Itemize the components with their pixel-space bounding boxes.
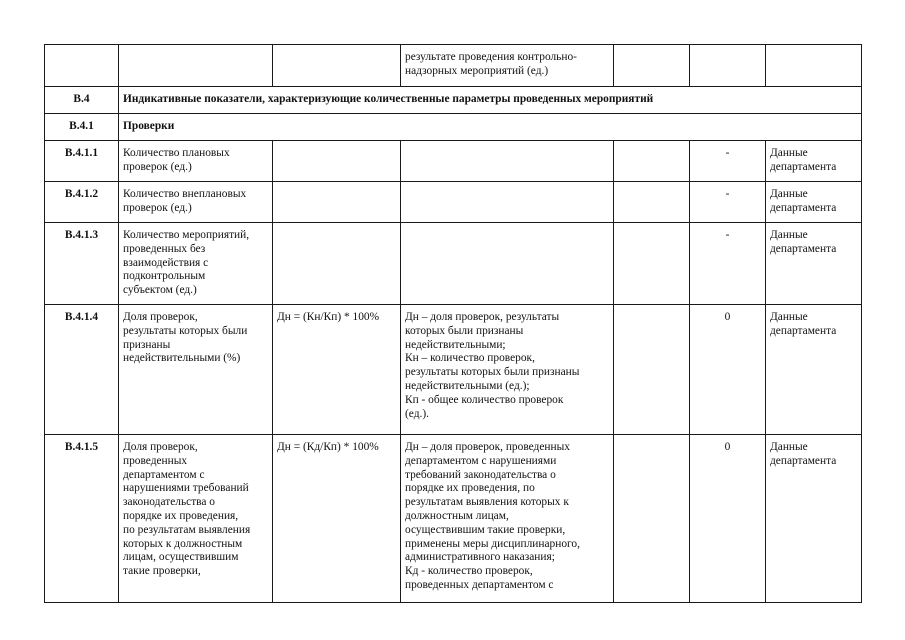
table-row: [45, 223, 862, 305]
row-formula: [273, 182, 401, 223]
row-value: -: [690, 182, 766, 223]
row-code: В.4.1.2: [45, 182, 119, 223]
row-code: В.4.1.5: [45, 435, 119, 603]
row-formula: Дн = (Кн/Кп) * 100%: [273, 305, 401, 435]
section-code: В.4: [45, 87, 119, 114]
row-formula: [273, 223, 401, 305]
row-source-text: Данные департамента: [770, 229, 837, 255]
table-row: [45, 305, 862, 435]
row-definition: [401, 141, 614, 182]
row-source: [766, 182, 862, 223]
row-definition: [401, 223, 614, 305]
table-row-continuation: [45, 45, 862, 87]
row-source-text: Данные департамента: [770, 147, 837, 173]
row-name: [119, 305, 273, 435]
row-code: В.4.1.3: [45, 223, 119, 305]
row-value: 0: [690, 435, 766, 603]
row-extra: [614, 435, 690, 603]
row-source: [766, 223, 862, 305]
row-source-text: Данные департамента: [770, 188, 837, 214]
section-row: [45, 114, 862, 141]
section-row: [45, 87, 862, 114]
cell-name: [119, 45, 273, 87]
row-definition: [401, 305, 614, 435]
row-extra: [614, 182, 690, 223]
row-source: [766, 141, 862, 182]
row-extra: [614, 141, 690, 182]
row-name-text: Доля проверок, проведенных департаментом с нарушениями требований законодательства о порядке их проведения, по результатам выявления которых к должностным лицам, осуществившим такие проверки,: [123, 441, 251, 578]
row-name: [119, 182, 273, 223]
row-formula: Дн = (Кд/Кп) * 100%: [273, 435, 401, 603]
table-row: [45, 141, 862, 182]
continuation-definition: результате проведения контрольно- надзорных мероприятий (ед.): [405, 51, 577, 77]
row-extra: [614, 305, 690, 435]
row-name-text: Количество внеплановых проверок (ед.): [123, 188, 247, 214]
row-name: [119, 223, 273, 305]
cell-definition: [401, 45, 614, 87]
cell-code: [45, 45, 119, 87]
indicators-table: [44, 44, 862, 603]
cell-source: [766, 45, 862, 87]
row-name: [119, 435, 273, 603]
row-name-text: Количество плановых проверок (ед.): [123, 147, 230, 173]
row-source-text: Данные департамента: [770, 441, 837, 467]
row-value: 0: [690, 305, 766, 435]
cell-value: [690, 45, 766, 87]
row-value: -: [690, 223, 766, 305]
section-code: В.4.1: [45, 114, 119, 141]
row-name: [119, 141, 273, 182]
row-definition: [401, 182, 614, 223]
row-name-text: Количество мероприятий, проведенных без взаимодействия с подконтрольным субъектом (ед.): [123, 229, 250, 297]
row-source: [766, 435, 862, 603]
cell-extra: [614, 45, 690, 87]
row-code: В.4.1.1: [45, 141, 119, 182]
row-definition: [401, 435, 614, 603]
row-name-text: Доля проверок, результаты которых были признаны недействительными (%): [123, 311, 248, 365]
row-definition-text: Дн – доля проверок, результаты которых были признаны недействительными; Кн – количество проверок, результаты которых были признаны недействительными (ед.); Кп - общее количество проверок (ед.).: [405, 311, 580, 420]
table-row: [45, 182, 862, 223]
row-extra: [614, 223, 690, 305]
row-formula: [273, 141, 401, 182]
row-definition-text: Дн – доля проверок, проведенных департаментом с нарушениями требований законодательства о порядке их проведения, по результатам выявления которых к должностным лицам, осуществившим такие проверки, применены меры дисциплинарного, административного наказания; Кд - количество проверок, проведенных департаментом с: [405, 441, 580, 591]
cell-formula: [273, 45, 401, 87]
section-title: Проверки: [119, 114, 862, 141]
table-row: [45, 435, 862, 603]
row-value: -: [690, 141, 766, 182]
section-title: Индикативные показатели, характеризующие количественные параметры проведенных мероприятий: [119, 87, 862, 114]
row-source: [766, 305, 862, 435]
row-code: В.4.1.4: [45, 305, 119, 435]
row-source-text: Данные департамента: [770, 311, 837, 337]
